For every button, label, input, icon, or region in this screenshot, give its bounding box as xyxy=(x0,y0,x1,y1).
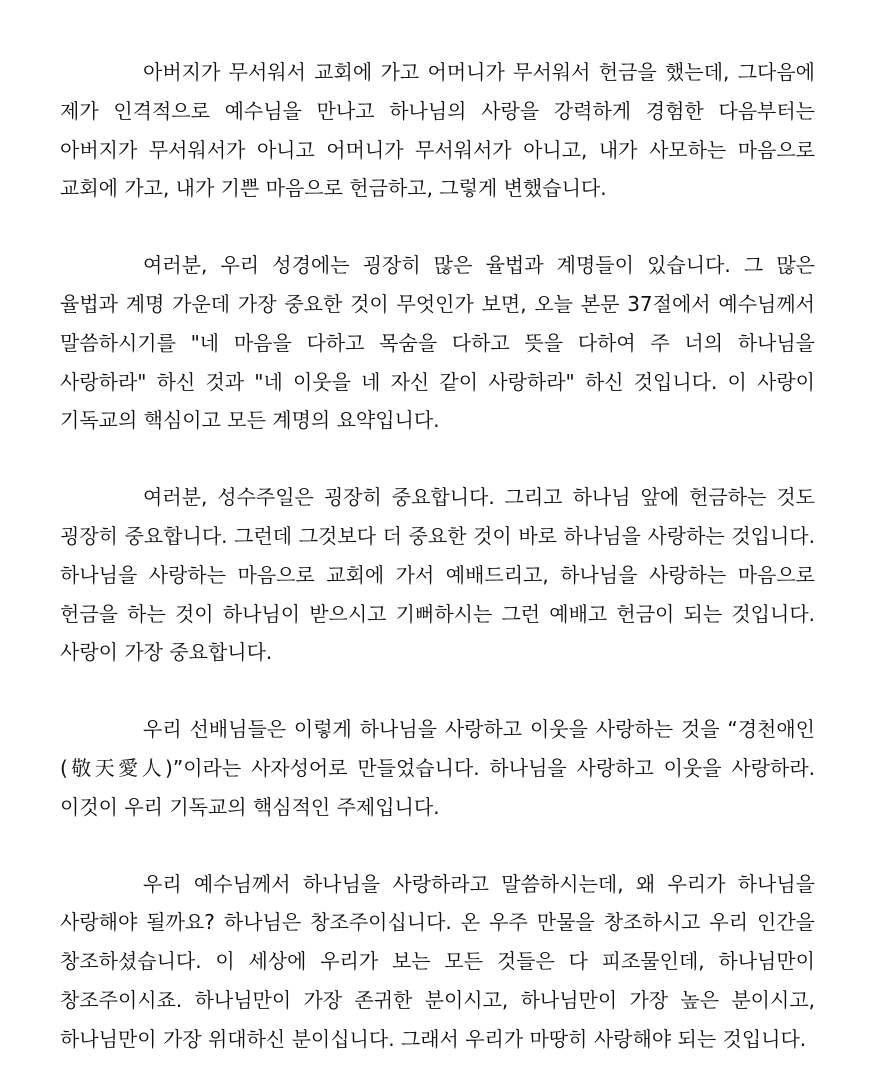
paragraph-5: 우리 예수님께서 하나님을 사랑하라고 말씀하시는데, 왜 우리가 하나님을 사랑해야 될까요? 하나님은 창조주이십니다. 온 우주 만물을 창조하시고 우리 인간을 창조하셨습니다. 이 세상에 우리가 보는 모든 것들은 다 피조물인데, 하나님만이 창조주이시죠. 하나님만이 가장 존귀한 분이시고, 하나님만이 가장 높은 분이시고, 하나님만이 가장 위대하신 분이십니다. 그래서 우리가 마땅히 사랑해야 되는 것입니다. xyxy=(60,871,815,1051)
paragraph-4: 우리 선배님들은 이렇게 하나님을 사랑하고 이웃을 사랑하는 것을 “경천애인(敬天愛人)”이라는 사자성어로 만들었습니다. 하나님을 사랑하고 이웃을 사랑하라. 이것이 우리 기독교의 핵심적인 주제입니다. xyxy=(60,717,815,819)
paragraph-3: 여러분, 성수주일은 굉장히 중요합니다. 그리고 하나님 앞에 헌금하는 것도 굉장히 중요합니다. 그런데 그것보다 더 중요한 것이 바로 하나님을 사랑하는 것입니다. 하나님을 사랑하는 마음으로 교회에 가서 예배드리고, 하나님을 사랑하는 마음으로 헌금을 하는 것이 하나님이 받으시고 기뻐하시는 그런 예배고 헌금이 되는 것입니다. 사랑이 가장 중요합니다. xyxy=(60,485,815,665)
paragraph-1: 아버지가 무서워서 교회에 가고 어머니가 무서워서 헌금을 했는데, 그다음에 제가 인격적으로 예수님을 만나고 하나님의 사랑을 강력하게 경험한 다음부터는 아버지가 무서워서가 아니고 어머니가 무서워서가 아니고, 내가 사모하는 마음으로 교회에 가고, 내가 기쁜 마음으로 헌금하고, 그렇게 변했습니다. xyxy=(60,60,815,201)
document-body xyxy=(60,53,815,1059)
paragraph-2: 여러분, 우리 성경에는 굉장히 많은 율법과 계명들이 있습니다. 그 많은 율법과 계명 가운데 가장 중요한 것이 무엇인가 보면, 오늘 본문 37절에서 예수님께서 말씀하시기를 "네 마음을 다하고 목숨을 다하고 뜻을 다하여 주 너의 하나님을 사랑하라" 하신 것과 "네 이웃을 네 자신 같이 사랑하라" 하신 것입니다. 이 사랑이 기독교의 핵심이고 모든 계명의 요약입니다. xyxy=(60,253,815,433)
